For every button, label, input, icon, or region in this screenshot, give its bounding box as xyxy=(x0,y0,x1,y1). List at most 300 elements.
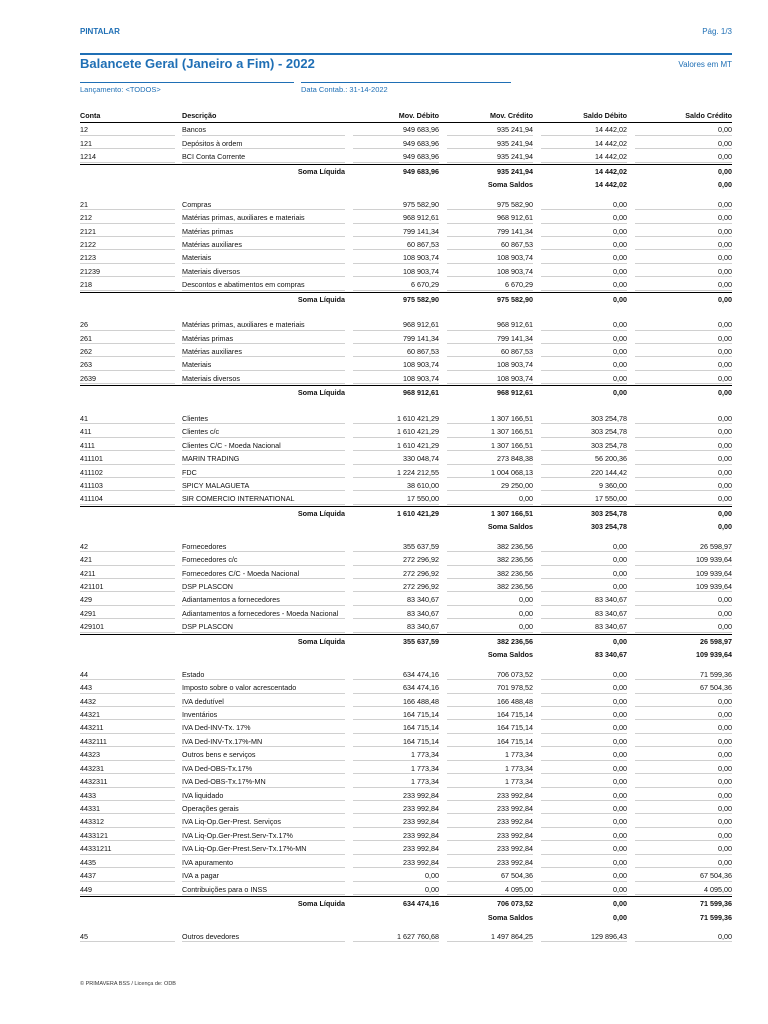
saldo-credito-cell: 0,00 xyxy=(627,466,732,479)
account-description-cell: Soma Líquida xyxy=(297,294,345,304)
summary-row xyxy=(80,385,732,399)
table-row xyxy=(80,412,732,425)
mov-debito-cell: 164 715,14 xyxy=(345,721,439,734)
saldo-credito-cell: 0,00 xyxy=(718,166,732,176)
account-description-cell: Clientes C/C - Moeda Nacional xyxy=(182,439,345,452)
table-row xyxy=(80,802,732,815)
mov-credito-cell: 67 504,36 xyxy=(439,869,533,882)
saldo-debito-cell: 220 144,42 xyxy=(533,466,627,479)
table-row xyxy=(80,492,732,505)
saldo-debito-cell: 0,00 xyxy=(613,912,627,922)
saldo-credito-cell: 109 939,64 xyxy=(627,553,732,566)
mov-debito-cell: 108 903,74 xyxy=(345,265,439,278)
table-row xyxy=(80,580,732,593)
saldo-debito-cell: 303 254,78 xyxy=(533,425,627,438)
mov-credito-cell: 1 773,34 xyxy=(439,775,533,788)
table-row xyxy=(80,721,732,734)
saldo-debito-cell: 0,00 xyxy=(533,332,627,345)
table-row xyxy=(80,238,732,251)
mov-credito-cell: 968 912,61 xyxy=(439,211,533,224)
account-description-cell: BCI Conta Corrente xyxy=(182,150,345,163)
mov-debito-cell: 1 610 421,29 xyxy=(345,425,439,438)
mov-credito-cell: 935 241,94 xyxy=(439,137,533,150)
saldo-debito-cell: 14 442,02 xyxy=(533,137,627,150)
saldo-debito-cell: 0,00 xyxy=(533,580,627,593)
account-code-cell: 262 xyxy=(80,345,175,358)
table-row xyxy=(80,607,732,620)
account-code-cell: 44 xyxy=(80,668,175,681)
account-description-cell: Matérias primas xyxy=(182,225,345,238)
mov-credito-cell: 1 307 166,51 xyxy=(491,508,533,518)
account-code-cell: 443211 xyxy=(80,721,175,734)
mov-debito-cell: 968 912,61 xyxy=(345,211,439,224)
saldo-debito-cell: 83 340,67 xyxy=(533,593,627,606)
mov-debito-cell: 108 903,74 xyxy=(345,372,439,385)
account-description-cell: Clientes xyxy=(182,412,345,425)
mov-debito-cell: 0,00 xyxy=(345,883,439,896)
mov-debito-cell: 1 773,34 xyxy=(345,775,439,788)
saldo-debito-cell: 0,00 xyxy=(533,318,627,331)
saldo-credito-cell: 71 599,36 xyxy=(700,899,732,909)
account-code-cell: 44331211 xyxy=(80,842,175,855)
account-code-cell: 212 xyxy=(80,211,175,224)
mov-credito-cell: Soma Saldos xyxy=(487,180,533,190)
saldo-credito-cell: 0,00 xyxy=(627,452,732,465)
account-description-cell: Descontos e abatimentos em compras xyxy=(182,278,345,291)
account-code-cell: 411104 xyxy=(80,492,175,505)
mov-debito-cell: 60 867,53 xyxy=(345,238,439,251)
table-row xyxy=(80,620,732,633)
saldo-debito-cell: 0,00 xyxy=(533,802,627,815)
mov-credito-cell: Soma Saldos xyxy=(487,912,533,922)
mov-credito-cell: 706 073,52 xyxy=(439,668,533,681)
saldo-debito-cell: 0,00 xyxy=(533,789,627,802)
account-description-cell: IVA liquidado xyxy=(182,789,345,802)
mov-credito-cell: 108 903,74 xyxy=(439,372,533,385)
account-code-cell: 411101 xyxy=(80,452,175,465)
saldo-debito-cell: 0,00 xyxy=(533,372,627,385)
mov-debito-cell: 233 992,84 xyxy=(345,842,439,855)
table-row xyxy=(80,123,732,136)
filter-underline-lancamento xyxy=(80,82,294,83)
saldo-credito-cell: 0,00 xyxy=(627,198,732,211)
account-description-cell: Operações gerais xyxy=(182,802,345,815)
account-description-cell: Bancos xyxy=(182,123,345,136)
table-row xyxy=(80,345,732,358)
column-header-conta: Conta xyxy=(80,111,101,120)
saldo-debito-cell: 0,00 xyxy=(533,567,627,580)
mov-debito-cell: 355 637,59 xyxy=(403,636,439,646)
account-code-cell: 4211 xyxy=(80,567,175,580)
mov-debito-cell: 1 610 421,29 xyxy=(397,508,439,518)
mov-debito-cell: 272 296,92 xyxy=(345,580,439,593)
column-header-descricao: Descrição xyxy=(182,111,217,120)
mov-credito-cell: 935 241,94 xyxy=(439,150,533,163)
account-description-cell: Imposto sobre o valor acrescentado xyxy=(182,681,345,694)
account-code-cell: 2639 xyxy=(80,372,175,385)
table-row xyxy=(80,869,732,882)
mov-credito-cell: 164 715,14 xyxy=(439,708,533,721)
account-description-cell: Clientes c/c xyxy=(182,425,345,438)
account-code-cell: 4111 xyxy=(80,439,175,452)
saldo-debito-cell: 0,00 xyxy=(533,815,627,828)
account-code-cell: 26 xyxy=(80,318,175,331)
saldo-debito-cell: 303 254,78 xyxy=(591,508,627,518)
account-code-cell: 411 xyxy=(80,425,175,438)
saldo-credito-cell: 109 939,64 xyxy=(627,567,732,580)
mov-debito-cell: 1 773,34 xyxy=(345,762,439,775)
account-code-cell: 421 xyxy=(80,553,175,566)
account-code-cell: 2121 xyxy=(80,225,175,238)
mov-debito-cell: 83 340,67 xyxy=(345,620,439,633)
saldo-debito-cell: 303 254,78 xyxy=(533,412,627,425)
table-row xyxy=(80,735,732,748)
data-contab-filter: Data Contab.: 31-14-2022 xyxy=(301,85,388,94)
table-row xyxy=(80,479,732,492)
saldo-debito-cell: 9 360,00 xyxy=(533,479,627,492)
account-code-cell: 449 xyxy=(80,883,175,896)
mov-credito-cell: 382 236,56 xyxy=(497,636,533,646)
account-description-cell: FDC xyxy=(182,466,345,479)
saldo-debito-cell: 303 254,78 xyxy=(591,522,627,532)
saldo-debito-cell: 0,00 xyxy=(613,294,627,304)
mov-credito-cell: 233 992,84 xyxy=(439,842,533,855)
column-header-mov-debito: Mov. Débito xyxy=(398,111,439,120)
saldo-credito-cell: 0,00 xyxy=(627,439,732,452)
saldo-debito-cell: 0,00 xyxy=(533,869,627,882)
mov-debito-cell: 233 992,84 xyxy=(345,856,439,869)
saldo-credito-cell: 0,00 xyxy=(627,708,732,721)
mov-credito-cell: 382 236,56 xyxy=(439,553,533,566)
account-description-cell: SIR COMERCIO INTERNATIONAL xyxy=(182,492,345,505)
table-row xyxy=(80,668,732,681)
table-row xyxy=(80,708,732,721)
account-code-cell: 218 xyxy=(80,278,175,291)
saldo-debito-cell: 0,00 xyxy=(533,842,627,855)
account-description-cell: Fornecedores xyxy=(182,540,345,553)
saldo-debito-cell: 17 550,00 xyxy=(533,492,627,505)
saldo-debito-cell: 0,00 xyxy=(533,251,627,264)
account-description-cell: Materiais xyxy=(182,358,345,371)
mov-debito-cell: 975 582,90 xyxy=(345,198,439,211)
account-description-cell: Materiais diversos xyxy=(182,265,345,278)
account-code-cell: 21239 xyxy=(80,265,175,278)
table-row xyxy=(80,466,732,479)
account-description-cell: IVA Liq-Op.Ger-Prest.Serv-Tx.17%-MN xyxy=(182,842,345,855)
saldo-debito-cell: 0,00 xyxy=(533,540,627,553)
saldo-credito-cell: 0,00 xyxy=(627,251,732,264)
table-row xyxy=(80,278,732,291)
saldo-debito-cell: 14 442,02 xyxy=(533,150,627,163)
table-row xyxy=(80,211,732,224)
summary-row xyxy=(80,648,732,661)
saldo-debito-cell: 0,00 xyxy=(613,636,627,646)
mov-credito-cell: Soma Saldos xyxy=(487,522,533,532)
mov-debito-cell: 272 296,92 xyxy=(345,567,439,580)
mov-debito-cell: 0,00 xyxy=(345,869,439,882)
saldo-credito-cell: 0,00 xyxy=(627,492,732,505)
saldo-credito-cell: 0,00 xyxy=(718,180,732,190)
mov-debito-cell: 634 474,16 xyxy=(403,899,439,909)
mov-credito-cell: 975 582,90 xyxy=(439,198,533,211)
column-header-saldo-credito: Saldo Crédito xyxy=(685,111,732,120)
mov-debito-cell: 233 992,84 xyxy=(345,789,439,802)
mov-debito-cell: 233 992,84 xyxy=(345,829,439,842)
table-row xyxy=(80,681,732,694)
mov-debito-cell: 272 296,92 xyxy=(345,553,439,566)
saldo-debito-cell: 14 442,02 xyxy=(595,166,627,176)
saldo-credito-cell: 0,00 xyxy=(627,225,732,238)
account-description-cell: Outros bens e serviços xyxy=(182,748,345,761)
saldo-credito-cell: 0,00 xyxy=(627,265,732,278)
account-code-cell: 44321 xyxy=(80,708,175,721)
account-description-cell: IVA Ded-OBS-Tx.17% xyxy=(182,762,345,775)
mov-credito-cell: 233 992,84 xyxy=(439,815,533,828)
saldo-credito-cell: 0,00 xyxy=(627,479,732,492)
saldo-credito-cell: 0,00 xyxy=(627,593,732,606)
saldo-credito-cell: 0,00 xyxy=(627,372,732,385)
saldo-credito-cell: 0,00 xyxy=(627,695,732,708)
table-row xyxy=(80,842,732,855)
saldo-credito-cell: 0,00 xyxy=(627,211,732,224)
saldo-credito-cell: 0,00 xyxy=(627,358,732,371)
saldo-debito-cell: 0,00 xyxy=(533,211,627,224)
mov-debito-cell: 233 992,84 xyxy=(345,815,439,828)
mov-credito-cell: 0,00 xyxy=(439,492,533,505)
saldo-credito-cell: 0,00 xyxy=(627,238,732,251)
account-code-cell: 1214 xyxy=(80,150,175,163)
summary-row xyxy=(80,292,732,306)
mov-credito-cell: 706 073,52 xyxy=(497,899,533,909)
account-code-cell: 4437 xyxy=(80,869,175,882)
section-spacer xyxy=(80,306,732,318)
account-description-cell: Inventários xyxy=(182,708,345,721)
saldo-credito-cell: 0,00 xyxy=(627,815,732,828)
saldo-debito-cell: 0,00 xyxy=(533,735,627,748)
saldo-debito-cell: 0,00 xyxy=(533,198,627,211)
section-spacer xyxy=(80,400,732,412)
account-description-cell: Depósitos à ordem xyxy=(182,137,345,150)
table-row xyxy=(80,425,732,438)
account-code-cell: 4291 xyxy=(80,607,175,620)
table-row xyxy=(80,225,732,238)
mov-credito-cell: 108 903,74 xyxy=(439,265,533,278)
account-code-cell: 4432311 xyxy=(80,775,175,788)
mov-debito-cell: 38 610,00 xyxy=(345,479,439,492)
mov-debito-cell: 975 582,90 xyxy=(403,294,439,304)
table-row xyxy=(80,251,732,264)
mov-credito-cell: 968 912,61 xyxy=(439,318,533,331)
currency-note: Valores em MT xyxy=(678,60,732,69)
saldo-credito-cell: 0,00 xyxy=(627,930,732,943)
account-code-cell: 41 xyxy=(80,412,175,425)
column-header-mov-credito: Mov. Crédito xyxy=(490,111,533,120)
saldo-debito-cell: 14 442,02 xyxy=(595,180,627,190)
mov-debito-cell: 17 550,00 xyxy=(345,492,439,505)
summary-row xyxy=(80,520,732,533)
saldo-credito-cell: 109 939,64 xyxy=(696,650,732,660)
mov-debito-cell: 799 141,34 xyxy=(345,225,439,238)
saldo-debito-cell: 0,00 xyxy=(533,553,627,566)
account-description-cell: Fornecedores C/C - Moeda Nacional xyxy=(182,567,345,580)
mov-credito-cell: 382 236,56 xyxy=(439,567,533,580)
mov-debito-cell: 634 474,16 xyxy=(345,681,439,694)
table-row xyxy=(80,198,732,211)
mov-credito-cell: 4 095,00 xyxy=(439,883,533,896)
table-row xyxy=(80,856,732,869)
table-row xyxy=(80,593,732,606)
table-row xyxy=(80,439,732,452)
saldo-credito-cell: 0,00 xyxy=(627,748,732,761)
saldo-debito-cell: 0,00 xyxy=(533,695,627,708)
saldo-debito-cell: 0,00 xyxy=(533,856,627,869)
column-header-saldo-debito: Saldo Débito xyxy=(583,111,627,120)
account-code-cell: 429101 xyxy=(80,620,175,633)
mov-credito-cell: 1 307 166,51 xyxy=(439,425,533,438)
saldo-debito-cell: 0,00 xyxy=(533,668,627,681)
summary-row xyxy=(80,896,732,910)
saldo-debito-cell: 56 200,36 xyxy=(533,452,627,465)
mov-credito-cell: 1 773,34 xyxy=(439,762,533,775)
table-row xyxy=(80,540,732,553)
account-description-cell: Soma Líquida xyxy=(297,899,345,909)
saldo-debito-cell: 83 340,67 xyxy=(595,650,627,660)
account-description-cell: IVA Ded-INV-Tx. 17% xyxy=(182,721,345,734)
account-code-cell: 44331 xyxy=(80,802,175,815)
table-row xyxy=(80,137,732,150)
account-code-cell: 12 xyxy=(80,123,175,136)
account-code-cell: 421101 xyxy=(80,580,175,593)
table-row xyxy=(80,150,732,163)
mov-credito-cell: 1 773,34 xyxy=(439,748,533,761)
table-row xyxy=(80,695,732,708)
saldo-credito-cell: 26 598,97 xyxy=(700,636,732,646)
balance-table xyxy=(80,109,732,943)
summary-row xyxy=(80,634,732,648)
saldo-credito-cell: 0,00 xyxy=(627,425,732,438)
mov-debito-cell: 355 637,59 xyxy=(345,540,439,553)
page-number: Pág. 1/3 xyxy=(702,27,732,36)
account-description-cell: Soma Líquida xyxy=(297,166,345,176)
account-description-cell: Estado xyxy=(182,668,345,681)
mov-debito-cell: 1 224 212,55 xyxy=(345,466,439,479)
table-row xyxy=(80,829,732,842)
account-description-cell: Matérias primas, auxiliares e materiais xyxy=(182,211,345,224)
mov-debito-cell: 1 610 421,29 xyxy=(345,439,439,452)
account-code-cell: 261 xyxy=(80,332,175,345)
saldo-debito-cell: 0,00 xyxy=(533,748,627,761)
saldo-credito-cell: 109 939,64 xyxy=(627,580,732,593)
saldo-debito-cell: 0,00 xyxy=(533,762,627,775)
saldo-debito-cell: 0,00 xyxy=(533,238,627,251)
mov-credito-cell: 0,00 xyxy=(439,620,533,633)
account-code-cell: 263 xyxy=(80,358,175,371)
account-code-cell: 45 xyxy=(80,930,175,943)
account-description-cell: Matérias auxiliares xyxy=(182,238,345,251)
saldo-credito-cell: 0,00 xyxy=(627,137,732,150)
saldo-credito-cell: 71 599,36 xyxy=(627,668,732,681)
report-title: Balancete Geral (Janeiro a Fim) - 2022 xyxy=(80,56,315,71)
mov-credito-cell: 233 992,84 xyxy=(439,829,533,842)
account-code-cell: 2123 xyxy=(80,251,175,264)
saldo-credito-cell: 0,00 xyxy=(718,388,732,398)
table-header-row xyxy=(80,109,732,123)
saldo-debito-cell: 0,00 xyxy=(533,265,627,278)
saldo-credito-cell: 0,00 xyxy=(627,775,732,788)
account-description-cell: Contribuições para o INSS xyxy=(182,883,345,896)
account-code-cell: 4433 xyxy=(80,789,175,802)
mov-credito-cell: 935 241,94 xyxy=(439,123,533,136)
mov-credito-cell: 382 236,56 xyxy=(439,540,533,553)
account-description-cell: Matérias primas, auxiliares e materiais xyxy=(182,318,345,331)
account-code-cell: 121 xyxy=(80,137,175,150)
mov-credito-cell: 935 241,94 xyxy=(497,166,533,176)
account-description-cell: Matérias primas xyxy=(182,332,345,345)
saldo-credito-cell: 26 598,97 xyxy=(627,540,732,553)
account-code-cell: 4432 xyxy=(80,695,175,708)
mov-credito-cell: 6 670,29 xyxy=(439,278,533,291)
table-row xyxy=(80,553,732,566)
table-row xyxy=(80,930,732,943)
mov-credito-cell: 1 004 068,13 xyxy=(439,466,533,479)
mov-debito-cell: 108 903,74 xyxy=(345,358,439,371)
mov-debito-cell: 6 670,29 xyxy=(345,278,439,291)
mov-credito-cell: 233 992,84 xyxy=(439,789,533,802)
mov-credito-cell: 233 992,84 xyxy=(439,802,533,815)
header-divider xyxy=(80,53,732,55)
account-description-cell: Soma Líquida xyxy=(297,388,345,398)
saldo-debito-cell: 0,00 xyxy=(533,775,627,788)
table-row xyxy=(80,332,732,345)
mov-debito-cell: 60 867,53 xyxy=(345,345,439,358)
table-row xyxy=(80,372,732,385)
account-code-cell: 42 xyxy=(80,540,175,553)
lancamento-filter: Lançamento: <TODOS> xyxy=(80,85,161,94)
table-row xyxy=(80,748,732,761)
saldo-credito-cell: 0,00 xyxy=(627,856,732,869)
mov-debito-cell: 949 683,96 xyxy=(345,150,439,163)
account-description-cell: MARIN TRADING xyxy=(182,452,345,465)
mov-credito-cell: 1 497 864,25 xyxy=(439,930,533,943)
mov-credito-cell: 1 307 166,51 xyxy=(439,412,533,425)
saldo-credito-cell: 71 599,36 xyxy=(700,912,732,922)
saldo-credito-cell: 0,00 xyxy=(627,842,732,855)
mov-debito-cell: 799 141,34 xyxy=(345,332,439,345)
mov-debito-cell: 1 610 421,29 xyxy=(345,412,439,425)
account-description-cell: IVA apuramento xyxy=(182,856,345,869)
table-row xyxy=(80,358,732,371)
saldo-credito-cell: 0,00 xyxy=(627,762,732,775)
saldo-debito-cell: 0,00 xyxy=(533,681,627,694)
mov-debito-cell: 330 048,74 xyxy=(345,452,439,465)
mov-credito-cell: 799 141,34 xyxy=(439,225,533,238)
saldo-debito-cell: 83 340,67 xyxy=(533,620,627,633)
saldo-debito-cell: 0,00 xyxy=(533,883,627,896)
account-description-cell: IVA Liq-Op.Ger-Prest.Serv-Tx.17% xyxy=(182,829,345,842)
table-row xyxy=(80,452,732,465)
account-description-cell: IVA dedutível xyxy=(182,695,345,708)
account-description-cell: Materiais xyxy=(182,251,345,264)
account-code-cell: 44323 xyxy=(80,748,175,761)
saldo-debito-cell: 0,00 xyxy=(613,899,627,909)
mov-debito-cell: 949 683,96 xyxy=(345,123,439,136)
account-description-cell: IVA Ded-INV-Tx.17%-MN xyxy=(182,735,345,748)
report-company: PINTALAR xyxy=(80,27,120,36)
account-description-cell: Materiais diversos xyxy=(182,372,345,385)
filter-underline-date xyxy=(301,82,511,83)
summary-row xyxy=(80,911,732,924)
summary-row xyxy=(80,506,732,520)
